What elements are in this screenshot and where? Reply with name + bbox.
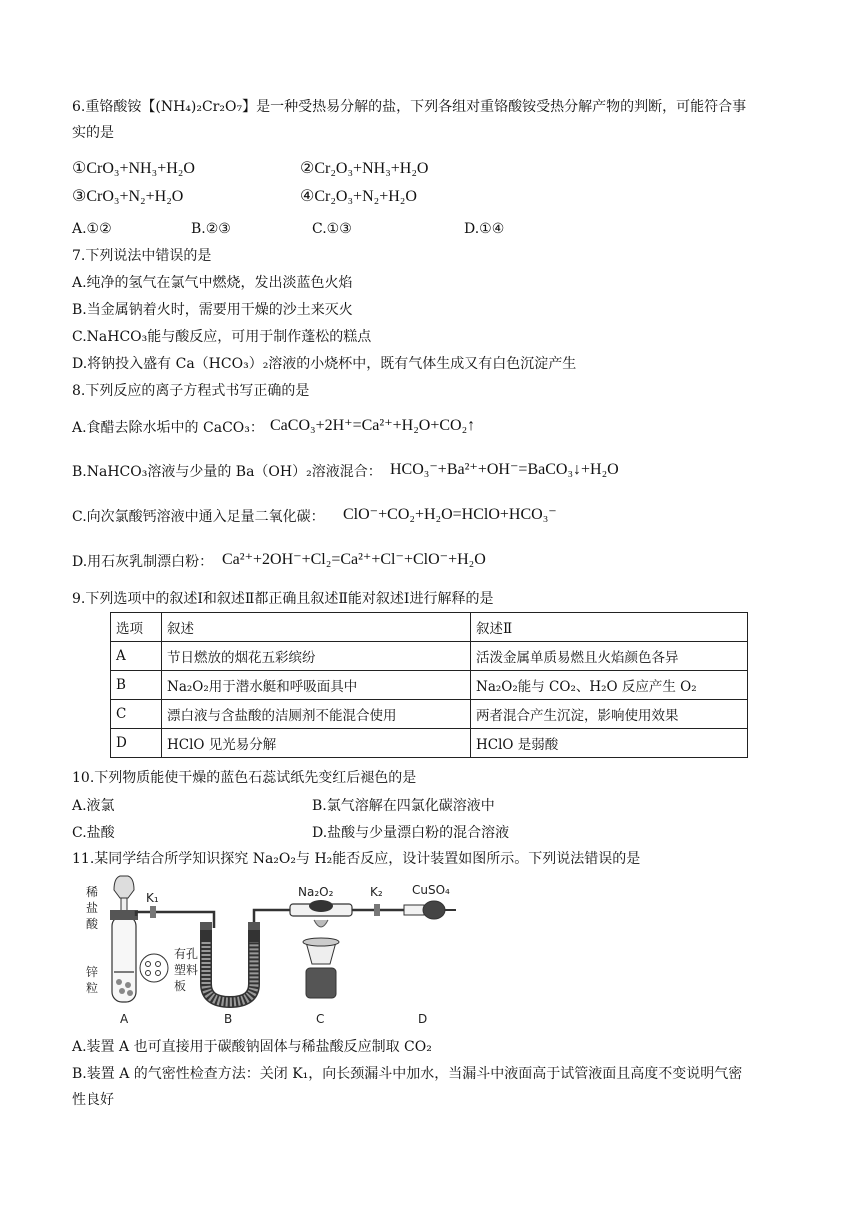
q6-option-d: D.①④: [464, 221, 505, 237]
apparatus-d: [404, 883, 456, 1026]
apparatus-a: [86, 876, 198, 1026]
q6-option-a: A.①②: [72, 221, 112, 237]
label-funnel-1: 稀: [86, 885, 99, 899]
label-panel-d: D: [418, 1012, 428, 1026]
cell-option: C: [111, 700, 162, 729]
cell-option: D: [111, 729, 162, 758]
table-row: [111, 642, 748, 671]
label-funnel-2: 盐: [86, 901, 99, 915]
q7-option-c: C.NaHCO₃能与酸反应，可用于制作蓬松的糕点: [72, 329, 372, 345]
q7-option-a: A.纯净的氢气在氯气中燃烧，发出淡蓝色火焰: [72, 275, 353, 291]
apparatus-b: [200, 922, 260, 1026]
cell-statement-2: HClO 是弱酸: [471, 729, 748, 758]
q8-option-d-text: D.用石灰乳制漂白粉：: [72, 554, 214, 570]
header-option: 选项: [111, 613, 162, 642]
label-board-1: 有孔: [174, 947, 199, 961]
cell-statement-1: 漂白液与含盐酸的洁厕剂不能混合使用: [162, 700, 471, 729]
q10-option-b: B.氯气溶解在四氯化碳溶液中: [312, 798, 495, 814]
q8-option-a-equation: CaCO₃+2H⁺=Ca²⁺+H₂O+CO₂↑: [270, 417, 476, 434]
label-k1: K₁: [146, 891, 159, 905]
label-board-3: 板: [174, 979, 187, 993]
q8-option-c-text: C.向次氯酸钙溶液中通入足量二氧化碳：: [72, 509, 325, 525]
cell-statement-1: 节日燃放的烟花五彩缤纷: [162, 642, 471, 671]
label-board-2: 塑料: [174, 963, 199, 977]
q8-option-c-equation: ClO⁻+CO₂+H₂O=HClO+HCO₃⁻: [343, 506, 557, 523]
label-funnel-3: 酸: [86, 917, 99, 931]
q8-option-b-text: B.NaHCO₃溶液与少量的 Ba（OH）₂溶液混合：: [72, 464, 382, 480]
q10-stem: 10.下列物质能使干燥的蓝色石蕊试纸先变红后褪色的是: [72, 770, 417, 786]
cell-statement-1: HClO 见光易分解: [162, 729, 471, 758]
q10-option-d: D.盐酸与少量漂白粉的混合溶液: [312, 825, 510, 841]
cell-statement-2: 两者混合产生沉淀，影响使用效果: [471, 700, 748, 729]
q10-option-a: A.液氯: [72, 798, 115, 814]
cell-option: B: [111, 671, 162, 700]
label-panel-a: A: [120, 1012, 129, 1026]
q6-stem-line1: 6.重铬酸铵【(NH₄)₂Cr₂O₇】是一种受热易分解的盐，下列各组对重铬酸铵受热分解产物的判断，可能符合事: [72, 99, 747, 115]
q6-product-4: ④Cr₂O₃+N₂+H₂O: [300, 188, 417, 205]
q8-option-b-equation: HCO₃⁻+Ba²⁺+OH⁻=BaCO₃↓+H₂O: [390, 461, 619, 478]
apparatus-c: [290, 885, 352, 1026]
q6-product-3: ③CrO₃+N₂+H₂O: [72, 188, 184, 205]
header-statement-2: 叙述Ⅱ: [471, 613, 748, 642]
table-row: [111, 729, 748, 758]
q6-option-c: C.①③: [312, 221, 352, 237]
table-row: [111, 671, 748, 700]
cell-statement-2: 活泼金属单质易燃且火焰颜色各异: [471, 642, 748, 671]
q8-stem: 8.下列反应的离子方程式书写正确的是: [72, 383, 310, 399]
table-row: [111, 700, 748, 729]
q8-option-d-equation: Ca²⁺+2OH⁻+Cl₂=Ca²⁺+Cl⁻+ClO⁻+H₂O: [222, 551, 486, 568]
label-k2: K₂: [370, 885, 383, 899]
header-statement-1: 叙述: [162, 613, 471, 642]
label-cuso4: CuSO₄: [412, 883, 450, 897]
q11-option-b-line2: 性良好: [72, 1092, 114, 1108]
label-panel-c: C: [316, 1012, 325, 1026]
q11-option-b-line1: B.装置 A 的气密性检查方法：关闭 K₁，向长颈漏斗中加水，当漏斗中液面高于试管液面且高度不变说明气密: [72, 1066, 743, 1082]
q9-stem: 9.下列选项中的叙述Ⅰ和叙述Ⅱ都正确且叙述Ⅱ能对叙述Ⅰ进行解释的是: [72, 591, 494, 607]
q7-option-d: D.将钠投入盛有 Ca（HCO₃）₂溶液的小烧杯中，既有气体生成又有白色沉淀产生: [72, 356, 577, 372]
q11-stem: 11.某同学结合所学知识探究 Na₂O₂与 H₂能否反应，设计装置如图所示。下列说法错误的是: [72, 851, 641, 867]
label-panel-b: B: [224, 1012, 233, 1026]
label-na2o2: Na₂O₂: [298, 885, 334, 899]
q6-product-1: ①CrO₃+NH₃+H₂O: [72, 160, 195, 177]
q6-stem-line2: 实的是: [72, 125, 114, 141]
q6-product-2: ②Cr₂O₃+NH₃+H₂O: [300, 160, 429, 177]
table-header-row: [111, 613, 748, 642]
q9-table: [110, 612, 748, 758]
cell-option: A: [111, 642, 162, 671]
label-zinc-1: 锌: [86, 965, 99, 979]
q10-option-c: C.盐酸: [72, 825, 115, 841]
q7-stem: 7.下列说法中错误的是: [72, 248, 212, 264]
cell-statement-2: Na₂O₂能与 CO₂、H₂O 反应产生 O₂: [471, 671, 748, 700]
cell-statement-1: Na₂O₂用于潜水艇和呼吸面具中: [162, 671, 471, 700]
q6-option-b: B.②③: [191, 221, 231, 237]
q7-option-b: B.当金属钠着火时，需要用干燥的沙土来灭火: [72, 302, 353, 318]
q8-option-a-text: A.食醋去除水垢中的 CaCO₃：: [72, 420, 264, 436]
q11-option-a: A.装置 A 也可直接用于碳酸钠固体与稀盐酸反应制取 CO₂: [72, 1039, 432, 1055]
label-zinc-2: 粒: [86, 981, 99, 995]
apparatus-diagram: [84, 872, 464, 1032]
